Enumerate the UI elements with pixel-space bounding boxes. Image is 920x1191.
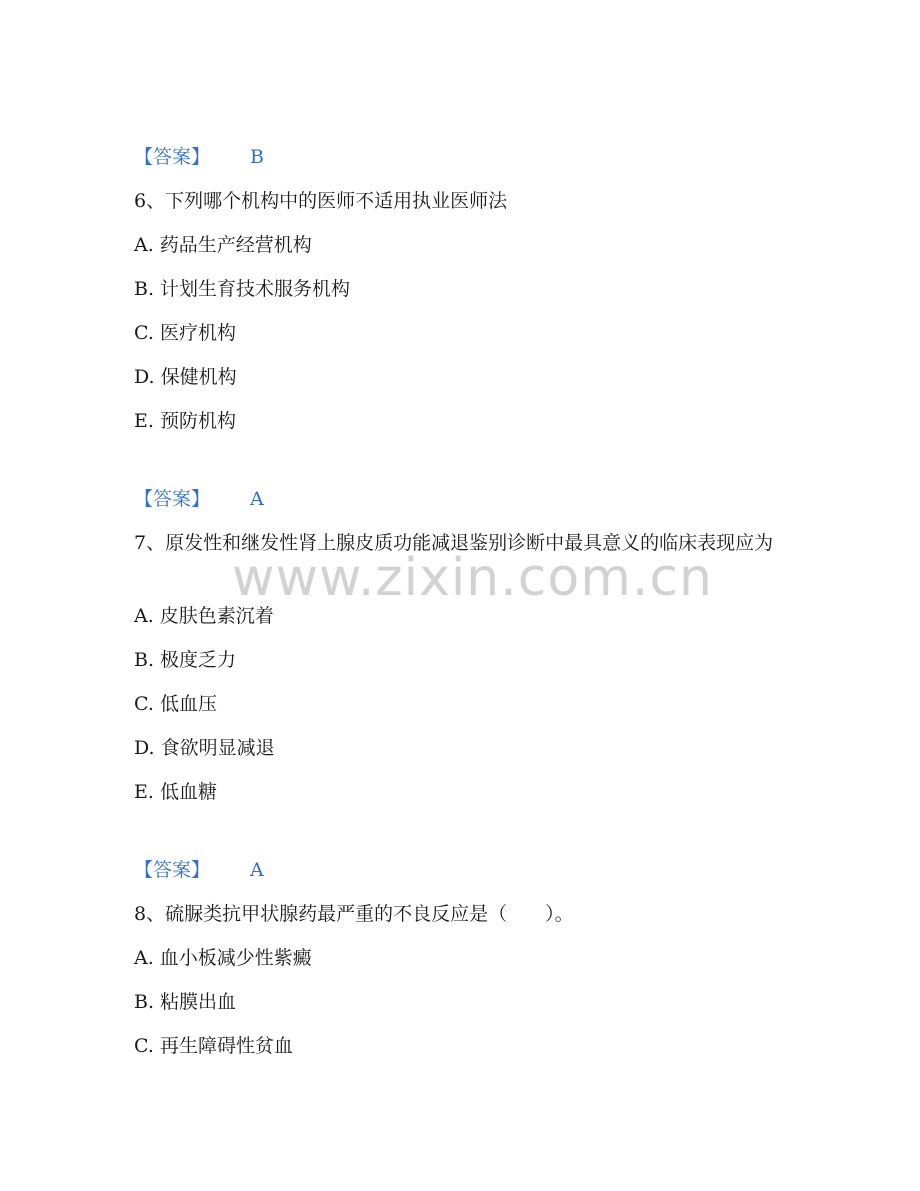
option-d: D. 食欲明显减退 <box>134 737 275 759</box>
answer-label: 【答案】 <box>134 146 211 168</box>
answer-line <box>134 858 264 882</box>
option-a: A. 药品生产经营机构 <box>134 234 312 256</box>
answer-value: A <box>250 488 264 510</box>
question-7: 7、原发性和继发性肾上腺皮质功能减退鉴别诊断中最具意义的临床表现应为 <box>134 532 774 554</box>
answer-label: 【答案】 <box>134 859 211 881</box>
answer-line <box>134 145 264 169</box>
option-c: C. 医疗机构 <box>134 322 236 344</box>
watermark: www.zixin.com.cn <box>232 548 713 608</box>
option-b: B. 极度乏力 <box>134 649 237 671</box>
option-a: A. 血小板减少性紫癜 <box>134 947 312 969</box>
option-a: A. 皮肤色素沉着 <box>134 605 274 627</box>
answer-value: B <box>250 146 264 168</box>
option-b: B. 计划生育技术服务机构 <box>134 278 351 300</box>
option-e: E. 预防机构 <box>134 410 236 432</box>
option-e: E. 低血糖 <box>134 781 217 803</box>
answer-value: A <box>250 859 264 881</box>
answer-label: 【答案】 <box>134 488 211 510</box>
question-8: 8、硫脲类抗甲状腺药最严重的不良反应是（ ）。 <box>134 903 574 925</box>
option-d: D. 保健机构 <box>134 366 237 388</box>
question-6: 6、下列哪个机构中的医师不适用执业医师法 <box>134 190 508 212</box>
answer-line <box>134 487 264 511</box>
option-c: C. 低血压 <box>134 693 217 715</box>
option-c: C. 再生障碍性贫血 <box>134 1035 293 1057</box>
option-b: B. 粘膜出血 <box>134 991 237 1013</box>
